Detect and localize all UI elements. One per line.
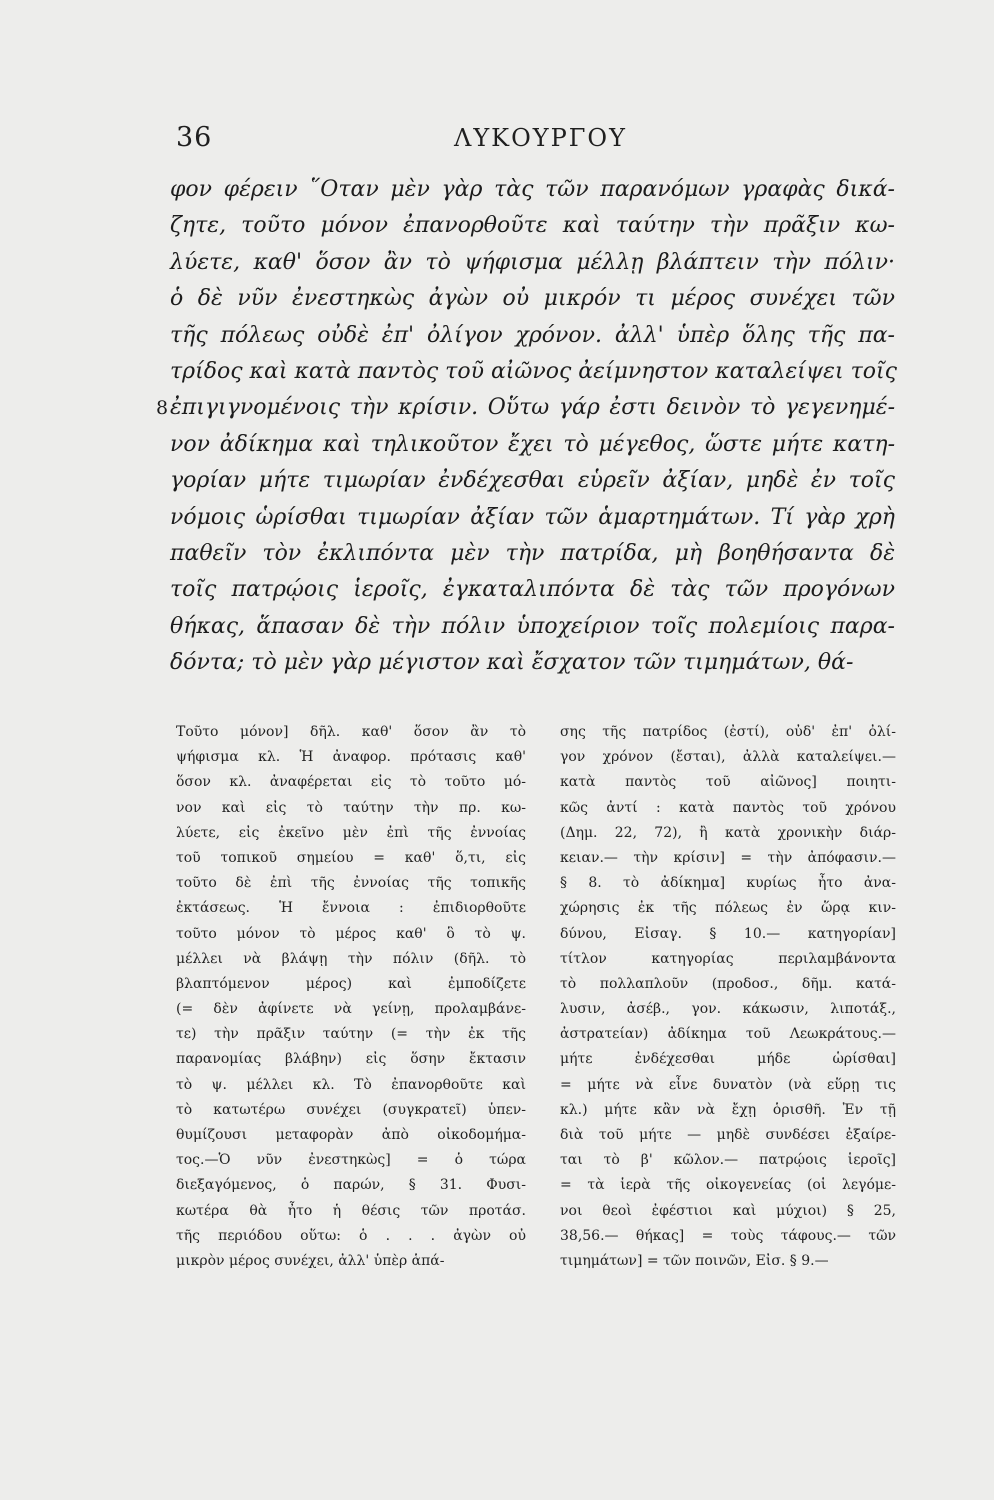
note-line: = μήτε νὰ εἶνε δυνατὸν (νὰ εὕρῃ τις [560,1076,896,1093]
notes-left-column [176,720,526,1274]
note-line: δύνου, Εἰσαγ. § 10.— κατηγορίαν] [560,925,896,942]
note-line: κλ.) μήτε κἂν νὰ ἔχῃ ὁρισθῆ. Ἐν τῇ [560,1101,896,1118]
text-line: ὁ δὲ νῦν ἐνεστηκὼς ἀγὼν οὐ μικρόν τι μέρος συνέχει τῶν [170,286,895,312]
note-line: μήτε ἐνδέχεσθαι μήδε ὡρίσθαι] [560,1051,896,1068]
text-line: θήκας, ἅπασαν δὲ τὴν πόλιν ὑποχείριον τοῖς πολεμίοις παρα- [170,613,895,639]
note-line: τοῦ τοπικοῦ σημείου = καθ' ὅ,τι, εἰς [176,849,526,866]
text-line: νον ἀδίκημα καὶ τηλικοῦτον ἔχει τὸ μέγεθος, ὥστε μήτε κατη- [170,431,895,457]
note-line: διεξαγόμενος, ὁ παρών, § 31. Φυσι- [176,1177,526,1194]
commentary-notes [176,720,896,1320]
note-line: κατὰ παντὸς τοῦ αἰῶνος] ποιητι- [560,774,896,791]
text-line: ἐπιγιγνομένοις τὴν κρίσιν. Οὕτω γάρ ἐστι δεινὸν τὸ γεγενημέ- [170,395,895,421]
note-line: τοῦτο δὲ ἐπὶ τῆς ἐννοίας τῆς τοπικῆς [176,875,526,892]
note-line: παρανομίας βλάβην) εἰς ὅσην ἔκτασιν [176,1051,526,1068]
note-line: χώρησις ἐκ τῆς πόλεως ἐν ὥρᾳ κιν- [560,900,896,917]
note-line: τος.—Ὁ νῦν ἐνεστηκὼς] = ὁ τώρα [176,1152,526,1169]
note-line: τὸ κατωτέρω συνέχει (συγκρατεῖ) ὑπεν- [176,1101,526,1118]
note-line: τοῦτο μόνον τὸ μέρος καθ' ὃ τὸ ψ. [176,925,526,942]
note-line: ὅσον κλ. ἀναφέρεται εἰς τὸ τοῦτο μό- [176,774,526,791]
note-line: (= δὲν ἀφίνετε νὰ γείνῃ, προλαμβάνε- [176,1001,526,1018]
note-line: τὸ ψ. μέλλει κλ. Τὸ ἐπανορθοῦτε καὶ [176,1076,526,1093]
note-line: ἐκτάσεως. Ἡ ἔννοια : ἐπιδιορθοῦτε [176,900,526,917]
note-line: τῆς περιόδου οὕτω: ὁ . . . ἀγὼν οὐ [176,1227,526,1244]
text-line: τρίδος καὶ κατὰ παντὸς τοῦ αἰῶνος ἀείμνηστον καταλείψει τοῖς [170,358,897,384]
margin-line-number: 8 [156,397,169,420]
notes-right-column [560,720,896,1274]
note-line: βλαπτόμενον μέρος) καὶ ἐμποδίζετε [176,975,526,992]
text-line: δόντα; τὸ μὲν γὰρ μέγιστον καὶ ἔσχατον τῶν τιμημάτων, θά- [170,650,854,676]
text-line: νόμοις ὡρίσθαι τιμωρίαν ἀξίαν τῶν ἁμαρτημάτων. Τί γὰρ χρὴ [170,504,895,530]
text-line: φον φέρειν ῞Οταν μὲν γὰρ τὰς τῶν παρανόμων γραφὰς δικά- [170,177,895,202]
text-line: γορίαν μήτε τιμωρίαν ἐνδέχεσθαι εὑρεῖν ἀξίαν, μηδὲ ἐν τοῖς [170,468,895,494]
note-line: νον καὶ εἰς τὸ ταύτην τὴν πρ. κω- [176,799,526,816]
page-number: 36 [176,122,213,153]
note-line: ἀστρατείαν) ἀδίκημα τοῦ Λεωκράτους.— [560,1026,896,1043]
text-line: λύετε, καθ' ὅσον ἂν τὸ ψήφισμα μέλλῃ βλάπτειν τὴν πόλιν· [170,249,895,275]
running-head [176,122,896,162]
note-line: θυμίζουσι μεταφορὰν ἀπὸ οἰκοδομήμα- [176,1127,526,1143]
note-line: διὰ τοῦ μήτε — μηδὲ συνδέσει ἐξαίρε- [560,1127,896,1143]
note-line: ται τὸ β' κῶλον.— πατρῴοις ἱεροῖς] [560,1152,896,1169]
note-line: ψήφισμα κλ. Ἡ ἀναφορ. πρότασις καθ' [176,749,526,766]
note-line: τὸ πολλαπλοῦν (προδοσ., δῆμ. κατά- [560,975,896,992]
note-line: τίτλον κατηγορίας περιλαμβάνοντα [560,950,896,967]
note-line: κειαν.— τὴν κρίσιν] = τὴν ἀπόφασιν.— [560,849,896,866]
main-text [156,172,897,681]
note-line: λυσιν, ἀσέβ., γον. κάκωσιν, λιποτάξ., [560,1001,896,1018]
note-line: λύετε, εἰς ἐκεῖνο μὲν ἐπὶ τῆς ἐννοίας [176,824,526,841]
note-line: μέλλει νὰ βλάψῃ τὴν πόλιν (δῆλ. τὸ [176,950,526,967]
note-line: § 8. τὸ ἀδίκημα] κυρίως ἦτο ἀνα- [560,875,896,892]
note-line: τιμημάτων] = τῶν ποινῶν, Εἰσ. § 9.— [560,1252,829,1269]
text-line: παθεῖν τὸν ἐκλιπόντα μὲν τὴν πατρίδα, μὴ βοηθήσαντα δὲ [170,540,895,566]
text-line: τοῖς πατρῴοις ἱεροῖς, ἐγκαταλιπόντα δὲ τὰς τῶν προγόνων [170,577,895,603]
note-line: κῶς ἀντί : κατὰ παντὸς τοῦ χρόνου [560,799,896,816]
note-line: 38,56.— θήκας] = τοὺς τάφους.— τῶν [560,1227,896,1244]
note-line: γον χρόνον (ἔσται), ἀλλὰ καταλείψει.— [560,749,896,766]
note-line: (Δημ. 22, 72), ἢ κατὰ χρονικὴν διάρ- [560,824,896,841]
text-line-with-margin-number [156,390,895,426]
note-line: μικρὸν μέρος συνέχει, ἀλλ' ὑπὲρ ἁπά- [176,1252,445,1269]
note-line: κωτέρα θὰ ἦτο ἡ θέσις τῶν προτάσ. [176,1202,526,1219]
text-line: τῆς πόλεως οὐδὲ ἐπ' ὀλίγον χρόνον. ἀλλ' ὑπὲρ ὅλης τῆς πα- [170,322,895,348]
note-line: νοι θεοὶ ἐφέστιοι καὶ μύχιοι) § 25, [560,1202,896,1219]
note-line: σης τῆς πατρίδος (ἐστί), οὐδ' ἐπ' ὀλί- [560,724,896,740]
text-line: ζητε, τοῦτο μόνον ἐπανορθοῦτε καὶ ταύτην τὴν πρᾶξιν κω- [170,213,895,239]
note-line: τε) τὴν πρᾶξιν ταύτην (= τὴν ἐκ τῆς [176,1026,526,1043]
note-line: = τὰ ἱερὰ τῆς οἰκογενείας (οἱ λεγόμε- [560,1177,896,1194]
running-title: ΛΥΚΟΥΡΓΟΥ [454,124,627,152]
note-line: Τοῦτο μόνον] δῆλ. καθ' ὅσον ἂν τὸ [176,724,526,740]
